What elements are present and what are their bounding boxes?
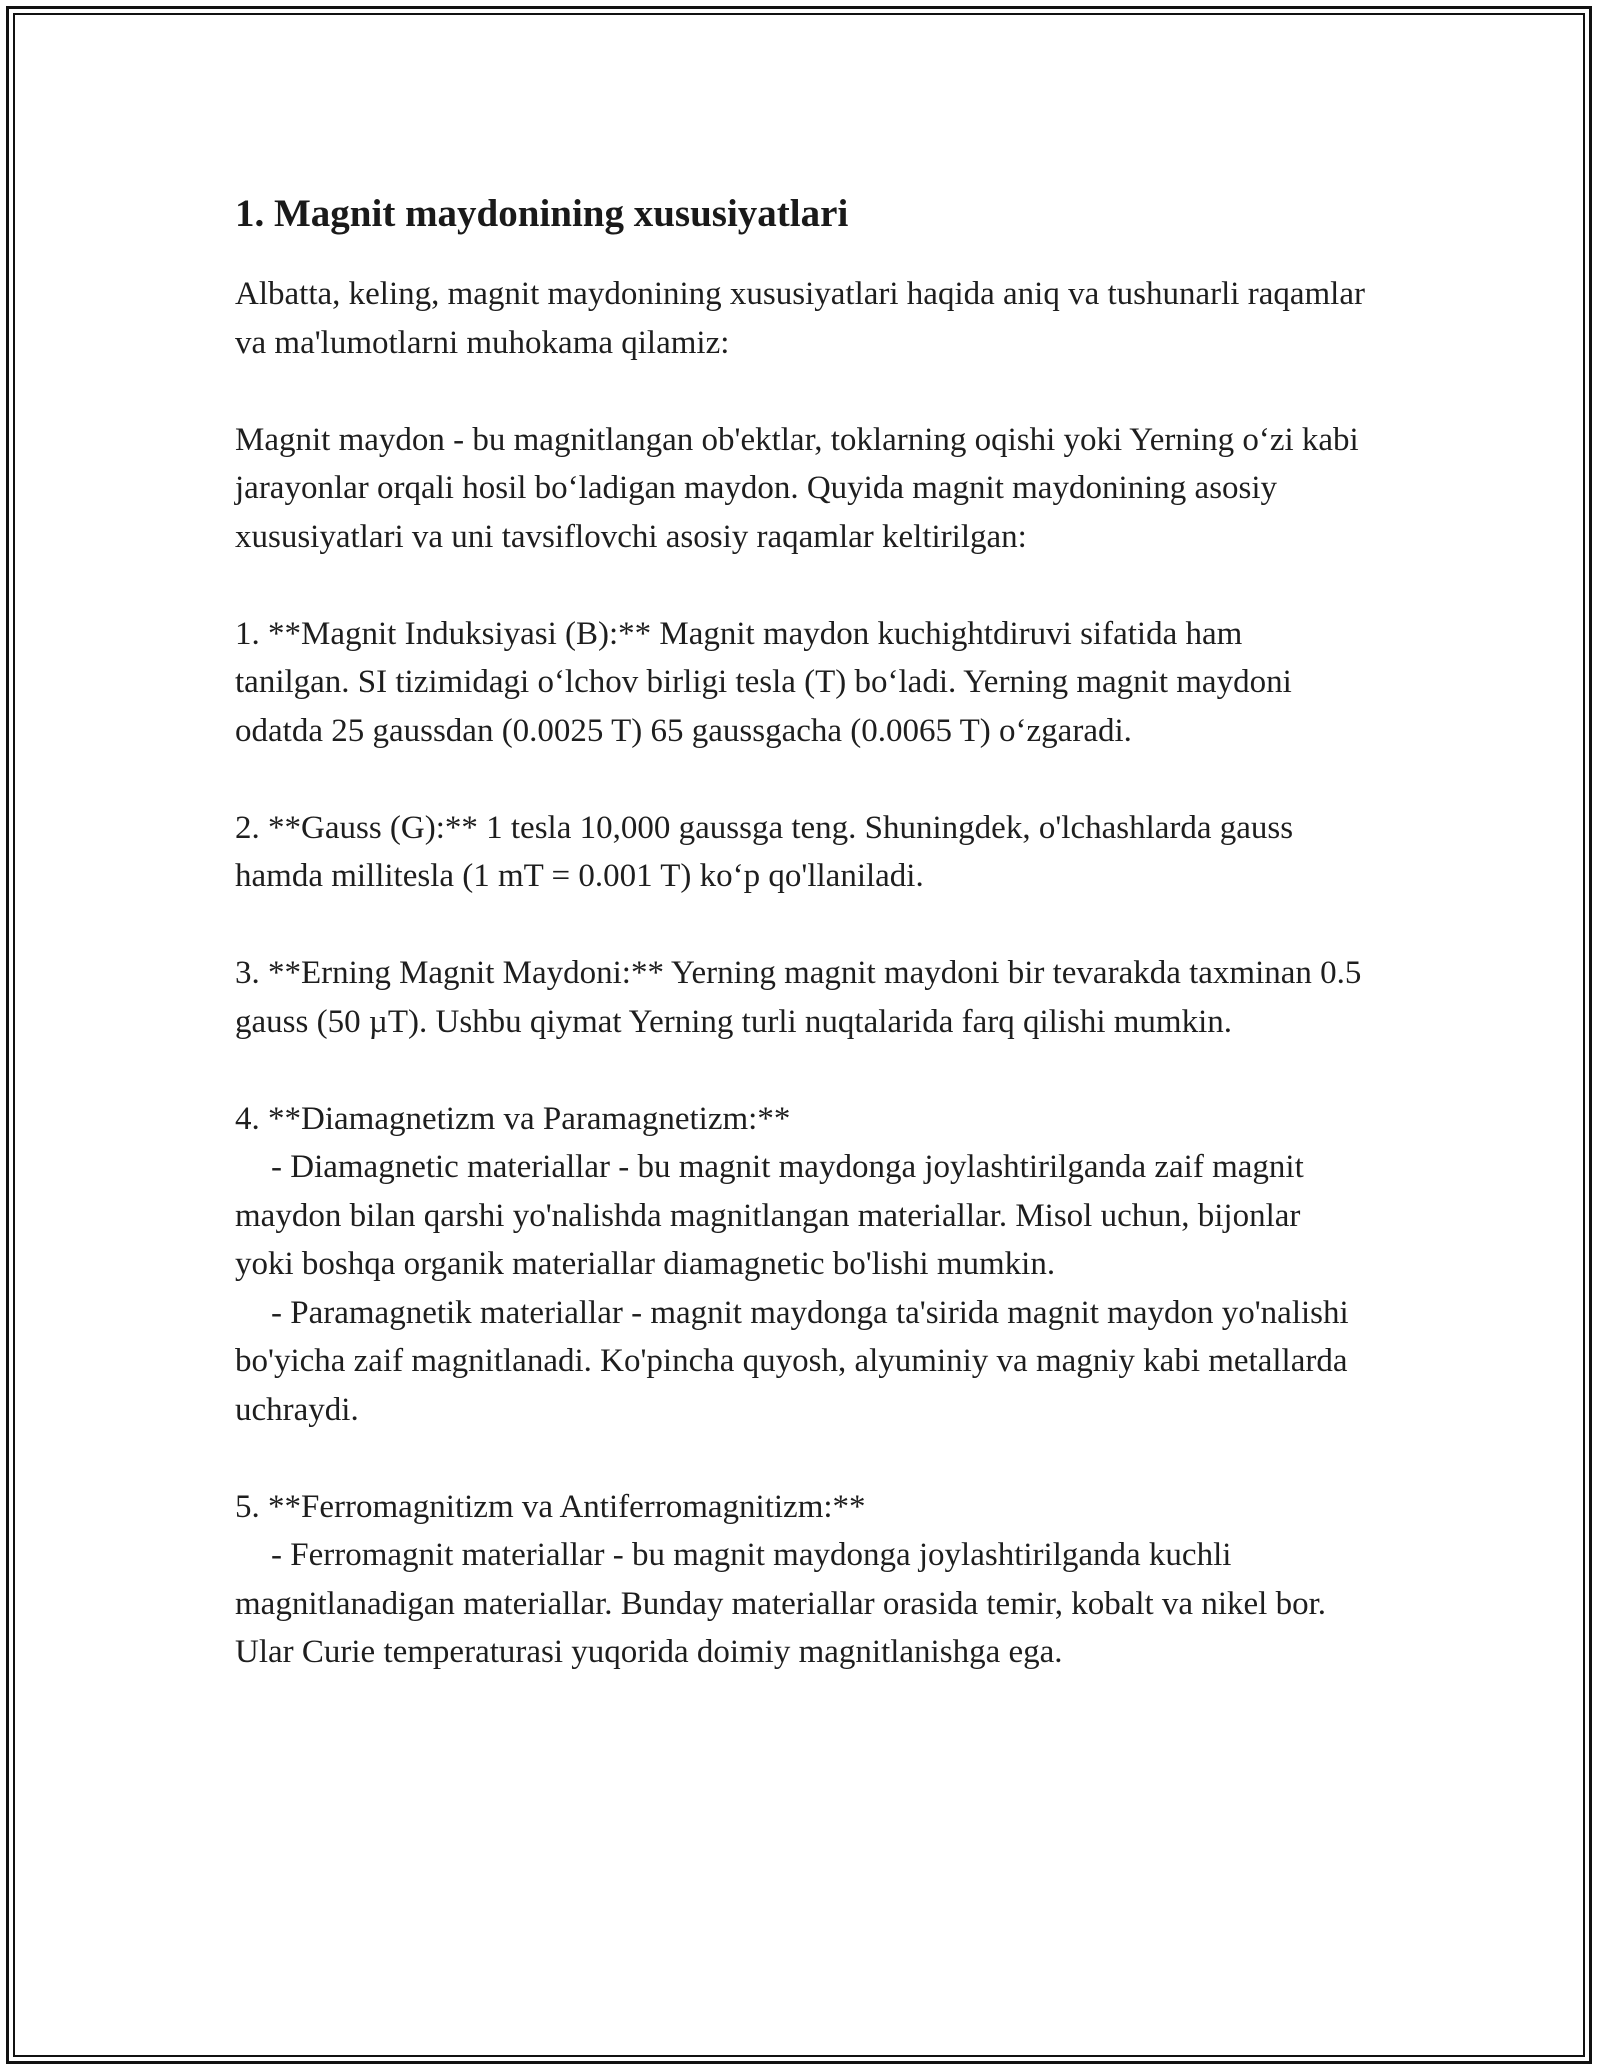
document-title: 1. Magnit maydonining xususiyatlari <box>235 192 849 235</box>
subitem-text: - Diamagnetic materiallar - bu magnit maydonga joylashtirilganda zaif magnit maydon bilan qarshi yo'nalishda magnitlangan materiallar. Misol uchun, bijonlar yoki boshqa organik materiallar diamagnetic bo'lishi mumkin. <box>235 1149 1304 1282</box>
paragraph-gap <box>235 755 1365 804</box>
subitem-text: - Ferromagnit materiallar - bu magnit maydonga joylashtirilganda kuchli magnitlanadigan materiallar. Bunday materiallar orasida temir, kobalt va nikel bor. Ular Curie temperaturasi yuqorida doimiy magnitlanishga ega. <box>235 1537 1326 1670</box>
list-item-dia-para-heading: 4. **Diamagnetizm va Paramagnetizm:** <box>235 1100 791 1137</box>
paragraph-gap <box>235 561 1365 610</box>
list-item-ferro-heading: 5. **Ferromagnitizm va Antiferromagnitizm:** <box>235 1488 866 1525</box>
subitem-text: - Paramagnetik materiallar - magnit maydonga ta'sirida magnit maydon yo'nalishi bo'yicha zaif magnitlanadi. Ko'pincha quyosh, alyuminiy va magniy kabi metallarda uchraydi. <box>235 1294 1349 1428</box>
definition-paragraph: Magnit maydon - bu magnitlangan ob'ektlar, toklarning oqishi yoki Yerning o‘zi kabi jarayonlar orqali hosil bo‘ladigan maydon. Quyida magnit maydonining asosiy xususiyatlari va uni tavsiflovchi asosiy raqamlar keltirilgan: <box>235 421 1359 555</box>
list-subitem-paramagnetic <box>235 1289 1365 1435</box>
list-item-earth-field: 3. **Erning Magnit Maydoni:** Yerning magnit maydoni bir tevarakda taxminan 0.5 gauss (50 µT). Ushbu qiymat Yerning turli nuqtalarida farq qilishi mumkin. <box>235 955 1362 1040</box>
intro-paragraph: Albatta, keling, magnit maydonining xususiyatlari haqida aniq va tushunarli raqamlar va ma'lumotlarni muhokama qilamiz: <box>235 276 1365 361</box>
paragraph-gap <box>235 901 1365 950</box>
paragraph-gap <box>235 367 1365 416</box>
paragraph-gap <box>235 1434 1365 1483</box>
list-item-induction: 1. **Magnit Induksiyasi (B):** Magnit maydon kuchightdiruvi sifatida ham tanilgan. SI tizimidagi o‘lchov birligi tesla (T) bo‘ladi. Yerning magnit maydoni odatda 25 gaussdan (0.0025 T) 65 gaussgacha (0.0065 T) o‘zgaradi. <box>235 615 1292 749</box>
paragraph-gap <box>235 1046 1365 1095</box>
list-item-gauss: 2. **Gauss (G):** 1 tesla 10,000 gaussga teng. Shuningdek, o'lchashlarda gauss hamda millitesla (1 mT = 0.001 T) ko‘p qo'llaniladi. <box>235 809 1294 894</box>
document-body <box>235 188 1365 1677</box>
list-subitem-diamagnetic <box>235 1143 1365 1289</box>
list-subitem-ferromagnetic <box>235 1531 1365 1677</box>
